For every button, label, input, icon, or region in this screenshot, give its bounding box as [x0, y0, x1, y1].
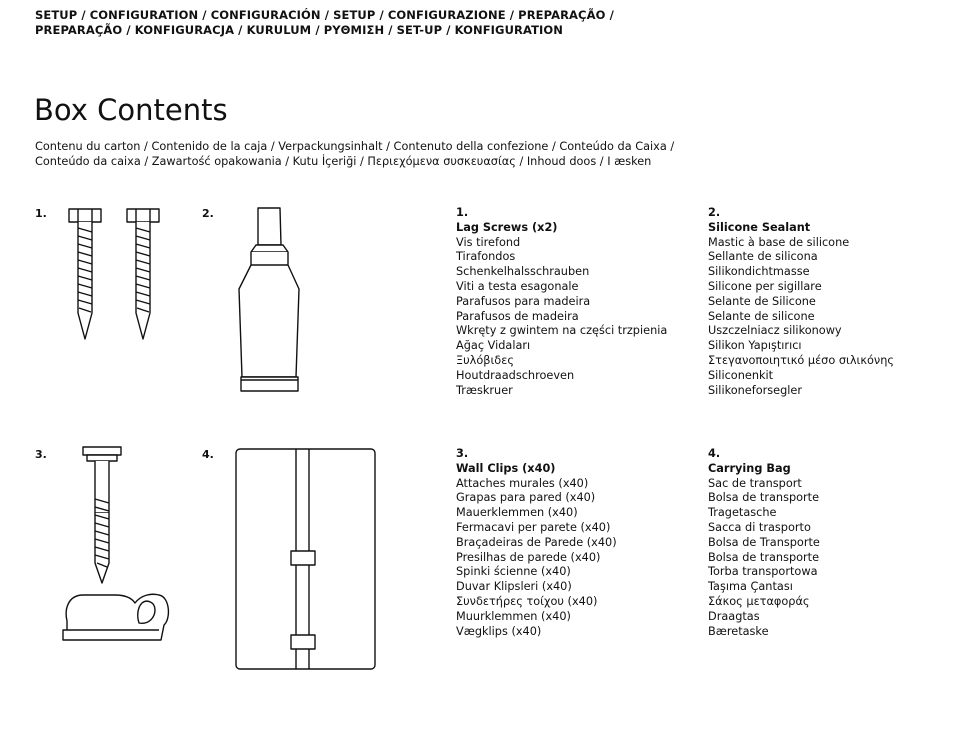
carrying-bag-icon: [236, 449, 375, 669]
subtitle-line-1: Contenu du carton / Contenido de la caja / Verpackungsinhalt / Contenuto della confezione / Conteúdo da Caixa /: [35, 140, 675, 153]
lag-screws-illustration: [60, 205, 170, 345]
item-translation: Mauerklemmen (x40): [456, 506, 578, 520]
item-translation: Σάκος μεταφοράς: [708, 594, 810, 608]
subtitle-line-2: Conteúdo da caixa / Zawartość opakowania / Kutu İçeriği / Περιεχόμενα συσκευασίας / Inhoud doos / I æsken: [35, 155, 652, 168]
figure-label-2: 2.: [202, 207, 214, 220]
clip-screw-icon: [83, 447, 121, 583]
carrying-bag-illustration: [234, 447, 379, 672]
item-translation: Selante de Silicone: [708, 294, 816, 308]
item-translation: Viti a testa esagonale: [456, 279, 579, 293]
item-translation: Bolsa de transporte: [708, 550, 820, 564]
item-translation: Vis tirefond: [456, 235, 521, 249]
silicone-sealant-illustration: [236, 205, 306, 400]
lag-screw-icon: [127, 209, 159, 339]
item-translation: Schenkelhalsschrauben: [456, 265, 590, 279]
item-number: 4.: [708, 447, 721, 460]
item-name: Wall Clips (x40): [456, 461, 556, 475]
item-translation: Silicone per sigillare: [708, 279, 822, 293]
item-translation: Στεγανοποιητικό μέσο σιλικόνης: [708, 353, 894, 367]
item-translation: Fermacavi per parete (x40): [456, 520, 611, 534]
item-translation: Συνδετήρες τοίχου (x40): [456, 594, 598, 608]
item-translation: Siliconenkit: [708, 368, 774, 382]
item-translation: Bolsa de Transporte: [708, 535, 820, 549]
item-translation: Silikondichtmasse: [708, 265, 810, 279]
subtitle-translations: [35, 139, 915, 169]
item-translation: Uszczelniacz silikonowy: [708, 324, 842, 338]
item-number: 1.: [456, 206, 469, 219]
item-translation: Parafusos de madeira: [456, 309, 579, 323]
item-translation: Spinki ścienne (x40): [456, 565, 571, 579]
item-translation: Torba transportowa: [708, 565, 818, 579]
setup-header-line-2: PREPARAÇÃO / KONFIGURACJA / KURULUM / ΡΥΘΜΙΣΗ / SET-UP / KONFIGURATION: [35, 23, 564, 37]
item-translation: Houtdraadschroeven: [456, 368, 575, 382]
item-block-silicone-sealant: [708, 206, 894, 398]
item-number: 2.: [708, 206, 721, 219]
item-translation: Presilhas de parede (x40): [456, 550, 601, 564]
item-translation: Mastic à base de silicone: [708, 235, 850, 249]
item-translation: Taşıma Çantası: [708, 580, 793, 594]
item-translation: Træskruer: [456, 383, 513, 397]
item-translation: Sellante de silicona: [708, 250, 818, 264]
item-block-lag-screws: [456, 206, 667, 398]
item-translation: Duvar Klipsleri (x40): [456, 580, 572, 594]
item-translation: Sacca di trasporto: [708, 520, 811, 534]
page-title: Box Contents: [34, 93, 228, 127]
item-translation: Bæretaske: [708, 624, 769, 638]
item-translation: Braçadeiras de Parede (x40): [456, 535, 617, 549]
wall-clip-icon: [63, 594, 168, 640]
item-translation: Silikon Yapıştırıcı: [708, 339, 802, 353]
item-number: 3.: [456, 447, 469, 460]
item-translation: Ξυλόβιδες: [456, 353, 514, 367]
item-translation: Attaches murales (x40): [456, 476, 589, 490]
figure-label-4: 4.: [202, 448, 214, 461]
item-block-wall-clips: [456, 447, 617, 639]
item-translation: Tragetasche: [708, 506, 777, 520]
figure-label-3: 3.: [35, 448, 47, 461]
lag-screw-icon: [69, 209, 101, 339]
setup-header: [35, 8, 935, 38]
item-translation: Selante de silicone: [708, 309, 815, 323]
item-translation: Tirafondos: [456, 250, 516, 264]
item-translation: Ağaç Vidaları: [456, 339, 531, 353]
item-name: Lag Screws (x2): [456, 220, 558, 234]
figure-label-1: 1.: [35, 207, 47, 220]
item-translation: Muurklemmen (x40): [456, 609, 571, 623]
item-translation: Wkręty z gwintem na części trzpienia: [456, 324, 668, 338]
item-translation: Sac de transport: [708, 476, 802, 490]
item-translation: Draagtas: [708, 609, 760, 623]
item-name: Silicone Sealant: [708, 220, 811, 234]
item-translation: Vægklips (x40): [456, 624, 542, 638]
sealant-tube-icon: [239, 208, 299, 391]
item-block-carrying-bag: [708, 447, 820, 639]
item-translation: Parafusos para madeira: [456, 294, 591, 308]
item-translation: Silikoneforsegler: [708, 383, 803, 397]
setup-header-line-1: SETUP / CONFIGURATION / CONFIGURACIÓN / SETUP / CONFIGURAZIONE / PREPARAÇÃO /: [35, 8, 614, 22]
item-translation: Bolsa de transporte: [708, 491, 820, 505]
item-name: Carrying Bag: [708, 461, 791, 475]
wall-clips-illustration: [55, 445, 180, 650]
item-translation: Grapas para pared (x40): [456, 491, 596, 505]
